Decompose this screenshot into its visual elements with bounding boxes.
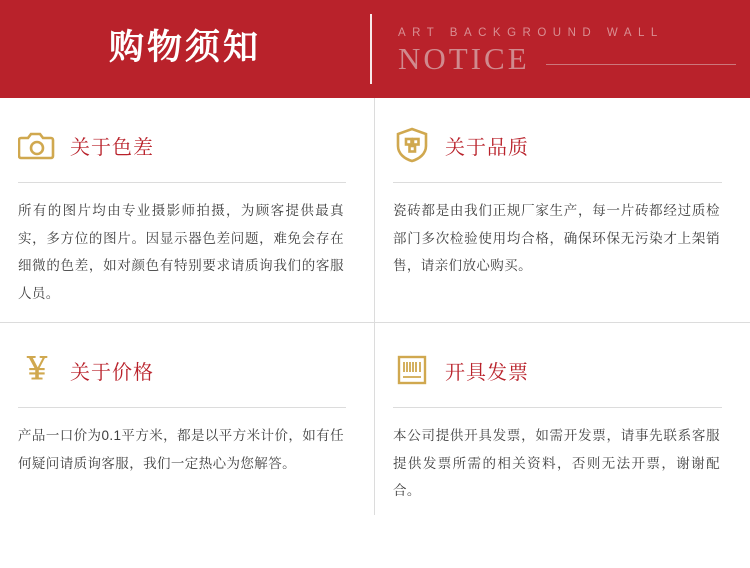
card-title: 关于品质 (445, 136, 529, 159)
yen-glyph: ￥ (22, 353, 52, 386)
page-title: 购物须知 (108, 27, 261, 67)
notice-card-color (0, 98, 375, 323)
card-body-text: 本公司提供开具发票，如需开发票，请事先联系客服提供发票所需的相关资料，否则无法开票，谢谢配合。 (393, 428, 720, 499)
notice-card-grid (0, 98, 750, 515)
card-body-text: 产品一口价为0.1平方米，都是以平方米计价，如有任何疑问请质询客服，我们一定热心为您解答。 (18, 428, 344, 471)
header-notice-row (398, 40, 750, 76)
camera-icon (18, 126, 56, 164)
card-body-text: 瓷砖都是由我们正规厂家生产，每一片砖都经过质检部门多次检验使用均合格，确保环保无污染才上架销售，请亲们放心购买。 (393, 203, 720, 274)
header-notice-line (546, 64, 736, 65)
invoice-icon (393, 351, 431, 389)
header-title-block (0, 0, 370, 98)
card-header (12, 351, 352, 389)
card-divider (18, 182, 346, 183)
notice-card-quality (375, 98, 750, 323)
card-divider (393, 182, 722, 183)
card-body-text: 所有的图片均由专业摄影师拍摄，为顾客提供最真实，多方位的图片。因显示器色差问题，难免会存在细微的色差，如对颜色有特别要求请质询我们的客服人员。 (18, 203, 344, 302)
card-divider (393, 407, 722, 408)
card-title: 关于色差 (70, 136, 154, 159)
page-header (0, 0, 750, 98)
card-title: 开具发票 (445, 361, 529, 384)
shield-quality-icon (393, 126, 431, 164)
card-divider (18, 407, 346, 408)
yen-price-icon (18, 351, 56, 389)
notice-card-price (0, 323, 375, 515)
card-header (12, 126, 352, 164)
notice-card-invoice (375, 323, 750, 515)
header-subtitle-block (372, 0, 750, 98)
header-subtitle-en: ART BACKGROUND WALL (398, 26, 664, 39)
card-title: 关于价格 (70, 361, 154, 384)
card-header (387, 126, 728, 164)
header-notice-word: NOTICE (398, 40, 530, 76)
card-header (387, 351, 728, 389)
